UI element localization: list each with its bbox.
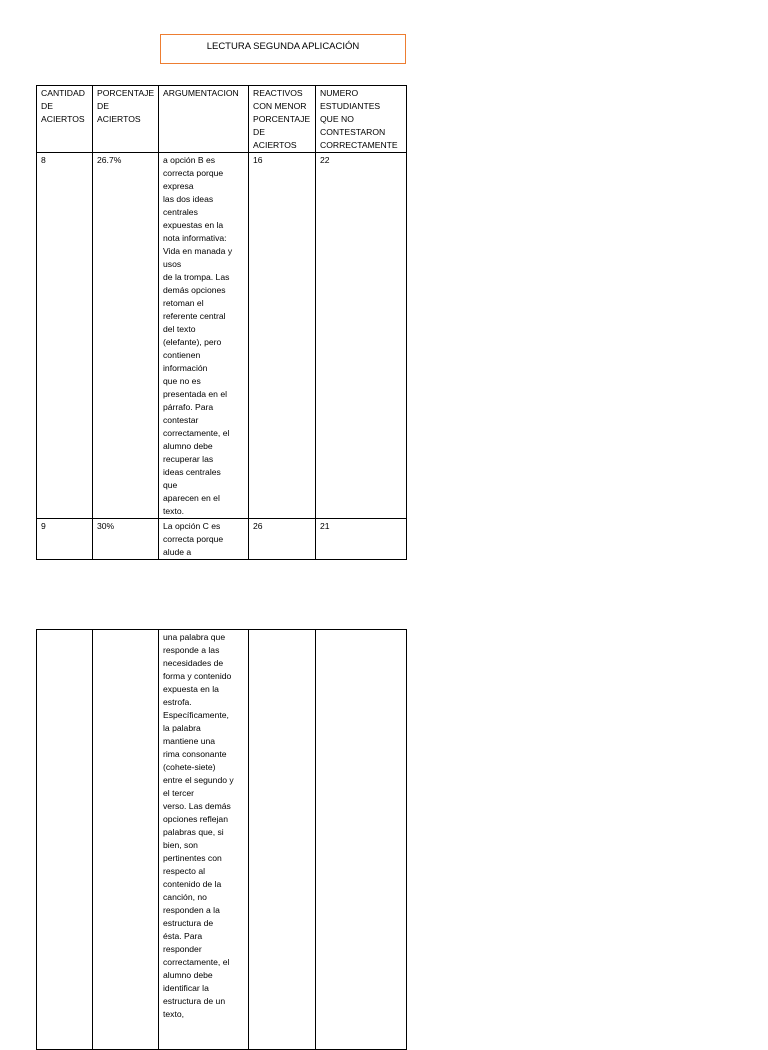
header-porcentaje: PORCENTAJE DE ACIERTOS [93, 86, 159, 153]
cell-porcentaje: 26.7% [93, 153, 159, 519]
cell-reactivos: 16 [249, 153, 316, 519]
cell-cantidad: 9 [37, 519, 93, 560]
page-title: LECTURA SEGUNDA APLICACIÓN [160, 34, 406, 64]
cell-porcentaje: 30% [93, 519, 159, 560]
cell-argumentacion: una palabra que responde a las necesidades de forma y contenido expuesta en la estrofa. Específicamente, la palabra mantiene una rima consonante (cohete-siete) entre el segundo y el tercer verso. Las demás opciones reflejan palabras que, si bien, son pertinentes con respecto al contenido de la canción, no responden a la estructura de ésta. Para responder correctamente, el alumno debe identificar la estructura de un texto, [159, 630, 249, 1050]
results-table-continuation [36, 629, 407, 1050]
cell-cantidad [37, 630, 93, 1050]
cell-numero [316, 630, 407, 1050]
cell-numero: 22 [316, 153, 407, 519]
cell-numero: 21 [316, 519, 407, 560]
table-row [37, 519, 407, 560]
header-argumentacion: ARGUMENTACION [159, 86, 249, 153]
results-table [36, 85, 407, 560]
header-reactivos: REACTIVOS CON MENOR PORCENTAJE DE ACIERTOS [249, 86, 316, 153]
table-row [37, 153, 407, 519]
cell-argumentacion: La opción C es correcta porque alude a [159, 519, 249, 560]
cell-reactivos [249, 630, 316, 1050]
header-cantidad: CANTIDAD DE ACIERTOS [37, 86, 93, 153]
cell-argumentacion: a opción B es correcta porque expresa las dos ideas centrales expuestas en la nota informativa: Vida en manada y usos de la trompa. Las demás opciones retoman el referente central del texto (elefante), pero contienen información que no es presentada en el párrafo. Para contestar correctamente, el alumno debe recuperar las ideas centrales que aparecen en el texto. [159, 153, 249, 519]
cell-reactivos: 26 [249, 519, 316, 560]
table-row [37, 630, 407, 1050]
cell-cantidad: 8 [37, 153, 93, 519]
cell-porcentaje [93, 630, 159, 1050]
header-numero: NUMERO ESTUDIANTES QUE NO CONTESTARON CORRECTAMENTE [316, 86, 407, 153]
table-header-row [37, 86, 407, 153]
